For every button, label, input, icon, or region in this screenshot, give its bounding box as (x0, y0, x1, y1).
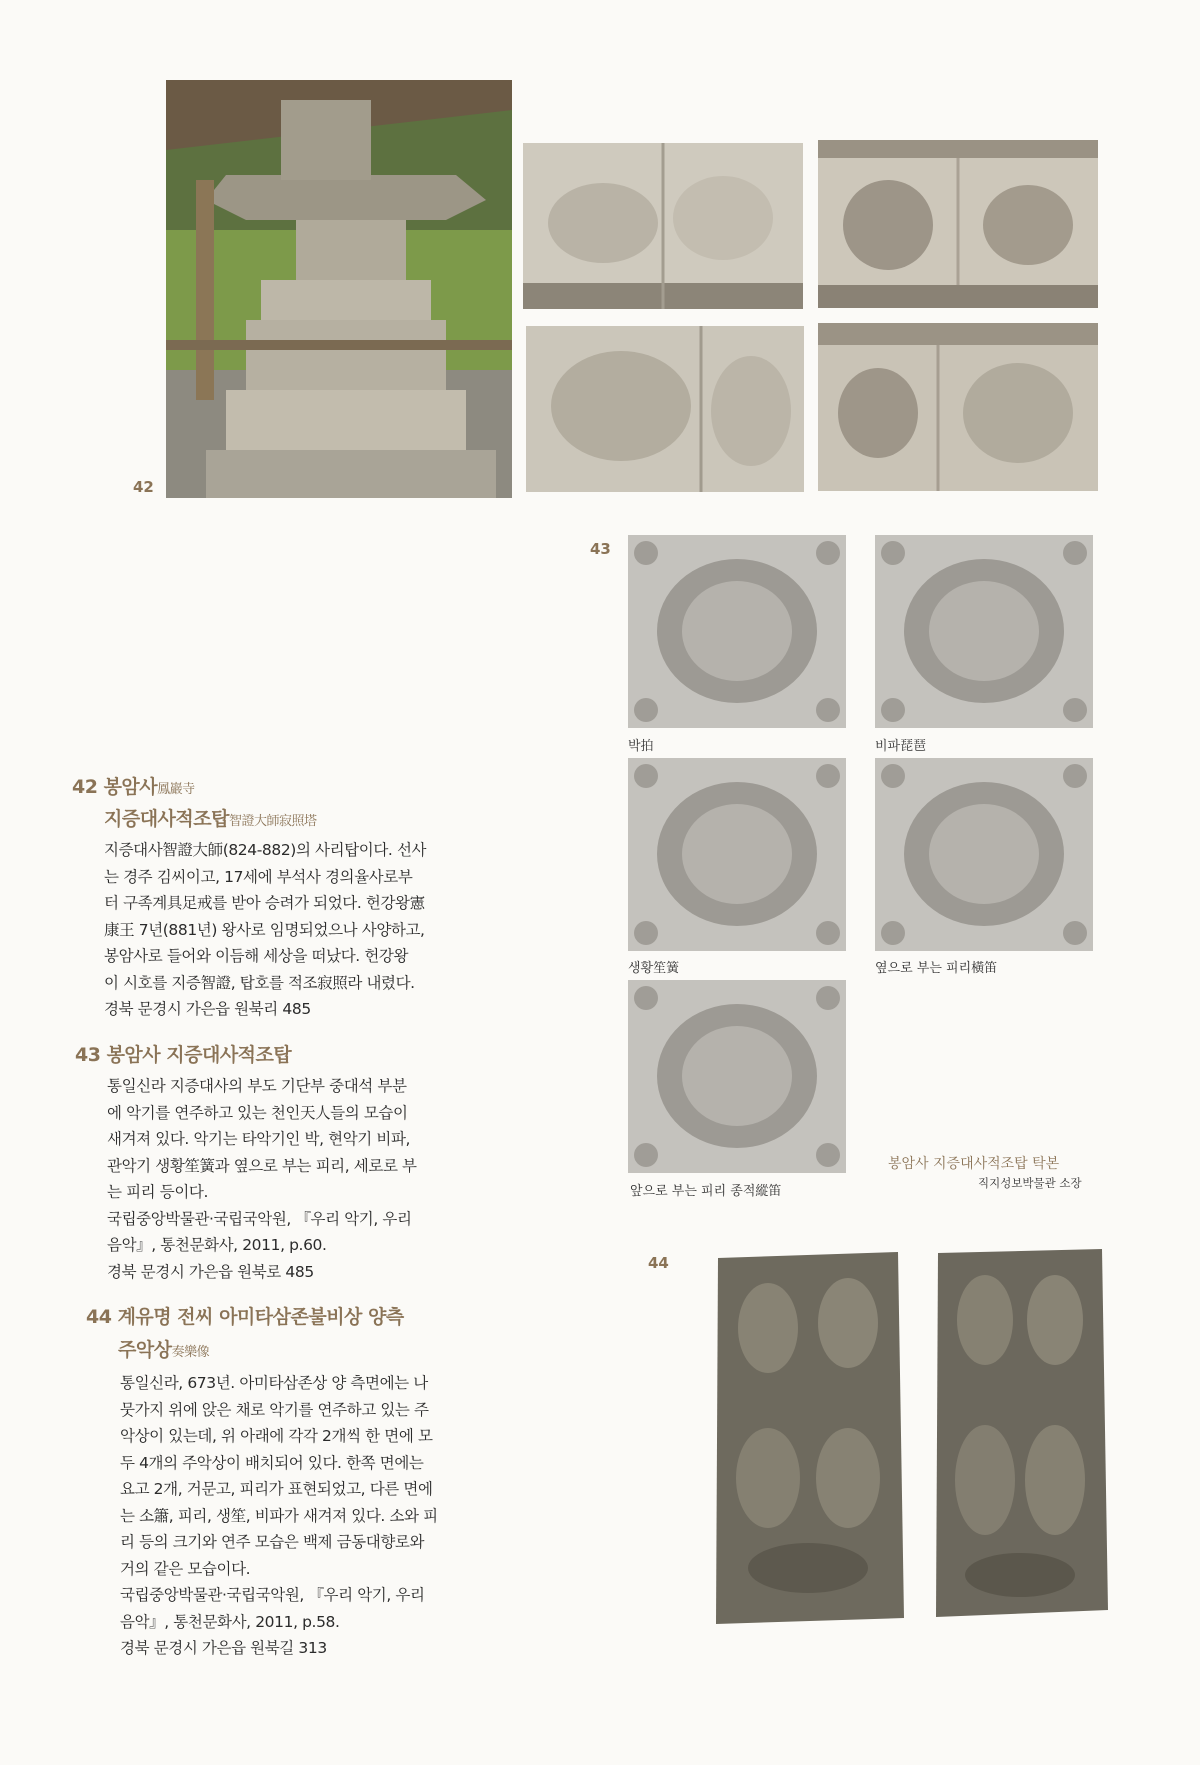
entry-44-subtitle-text: 주악상 (118, 1339, 172, 1361)
entry-44-subtitle (118, 1335, 209, 1362)
caption-hoengjeok: 옆으로 부는 피리橫笛 (875, 961, 998, 976)
entry-44-line: 두 4개의 주악상이 배치되어 있다. 한쪽 면에는 (120, 1453, 424, 1472)
rubbing-saenghwang (628, 758, 846, 951)
entry-43-body (107, 1073, 417, 1285)
entry-42-line: 터 구족계具足戒를 받아 승려가 되었다. 헌강왕憲 (104, 894, 425, 912)
caption-jongjeok: 앞으로 부는 피리 종적縱笛 (630, 1184, 782, 1199)
entry-43-line: 국립중앙박물관·국립국악원, 『우리 악기, 우리 (107, 1209, 412, 1228)
entry-43-title-text: 봉암사 지증대사적조탑 (106, 1044, 292, 1066)
entry-43-line: 새겨져 있다. 악기는 타악기인 박, 현악기 비파, (107, 1130, 411, 1148)
entry-42-number: 42 (72, 776, 98, 798)
rubbing-hoengjeok (875, 758, 1093, 951)
caption-bipa: 비파琵琶 (875, 739, 927, 754)
pagoda-relief-photo-1 (523, 143, 803, 309)
pagoda-relief-photo-4 (818, 323, 1098, 491)
figure-44-label: 44 (648, 1254, 669, 1272)
entry-43-line: 음악』, 통천문화사, 2011, p.60. (107, 1236, 327, 1254)
rubbing-source-title: 봉암사 지증대사적조탑 탁본 (888, 1156, 1060, 1172)
stele-side-photo-1 (708, 1248, 908, 1628)
entry-42-subtitle (104, 804, 317, 831)
entry-42-subtitle-text: 지증대사적조탑 (104, 808, 229, 830)
rubbing-source-owner: 직지성보박물관 소장 (978, 1176, 1082, 1190)
entry-42-line: 康王 7년(881년) 왕사로 임명되었으나 사양하고, (104, 920, 425, 939)
figure-42-label: 42 (133, 478, 154, 496)
pagoda-relief-photo-2 (818, 140, 1098, 308)
entry-44-body (120, 1370, 438, 1662)
entry-44-line: 경북 문경시 가은읍 원북길 313 (120, 1639, 327, 1657)
rubbing-jongjeok (628, 980, 846, 1173)
entry-43-line: 는 피리 등이다. (107, 1183, 209, 1201)
entry-44-line: 뭇가지 위에 앉은 채로 악기를 연주하고 있는 주 (120, 1400, 429, 1419)
entry-42-line: 봉암사로 들어와 이듬해 세상을 떠났다. 헌강왕 (104, 947, 409, 965)
entry-42-subtitle-han: 智證大師寂照塔 (228, 814, 317, 829)
entry-42-body (104, 837, 426, 1023)
entry-44-title (86, 1302, 404, 1329)
entry-43-number: 43 (75, 1044, 101, 1066)
rubbing-bipa (875, 535, 1093, 728)
caption-bak: 박拍 (628, 739, 654, 754)
stele-side-photo-2 (930, 1245, 1110, 1620)
entry-42-line: 지증대사智證大師(824-882)의 사리탑이다. 선사 (104, 841, 427, 859)
entry-44-line: 리 등의 크기와 연주 모습은 백제 금동대향로와 (120, 1533, 425, 1551)
figure-43-label: 43 (590, 540, 611, 558)
entry-44-line: 는 소簫, 피리, 생笙, 비파가 새겨져 있다. 소와 피 (120, 1506, 438, 1525)
pagoda-photo (166, 80, 512, 498)
entry-44-line: 요고 2개, 거문고, 피리가 표현되었고, 다른 면에 (120, 1480, 433, 1498)
pagoda-relief-photo-3 (526, 326, 804, 492)
entry-42-title-han: 鳳巖寺 (157, 782, 195, 797)
entry-42-line: 경북 문경시 가은읍 원북리 485 (104, 1000, 311, 1018)
entry-44-subtitle-han: 奏樂像 (171, 1345, 210, 1360)
entry-44-number: 44 (86, 1306, 112, 1328)
entry-42-line: 는 경주 김씨이고, 17세에 부석사 경의율사로부 (104, 867, 413, 886)
entry-43-line: 경북 문경시 가은읍 원북로 485 (107, 1262, 314, 1281)
entry-42-title (72, 772, 195, 799)
entry-43-title (75, 1040, 291, 1067)
entry-44-line: 국립중앙박물관·국립국악원, 『우리 악기, 우리 (120, 1586, 425, 1604)
entry-42-line: 이 시호를 지증智證, 탑호를 적조寂照라 내렸다. (104, 973, 415, 992)
entry-44-line: 거의 같은 모습이다. (120, 1559, 251, 1578)
entry-43-line: 에 악기를 연주하고 있는 천인天人들의 모습이 (107, 1103, 408, 1122)
entry-44-title-text: 계유명 전씨 아미타삼존불비상 양측 (117, 1306, 404, 1328)
entry-44-line: 악상이 있는데, 위 아래에 각각 2개씩 한 면에 모 (120, 1427, 433, 1445)
entry-44-line: 음악』, 통천문화사, 2011, p.58. (120, 1612, 340, 1631)
caption-saenghwang: 생황笙簧 (628, 961, 680, 976)
entry-43-line: 통일신라 지증대사의 부도 기단부 중대석 부분 (107, 1077, 407, 1095)
entry-42-title-text: 봉암사 (103, 776, 158, 798)
entry-43-line: 관악기 생황笙簧과 옆으로 부는 피리, 세로로 부 (107, 1156, 417, 1175)
entry-44-line: 통일신라, 673년. 아미타삼존상 양 측면에는 나 (120, 1374, 428, 1392)
rubbing-bak (628, 535, 846, 728)
